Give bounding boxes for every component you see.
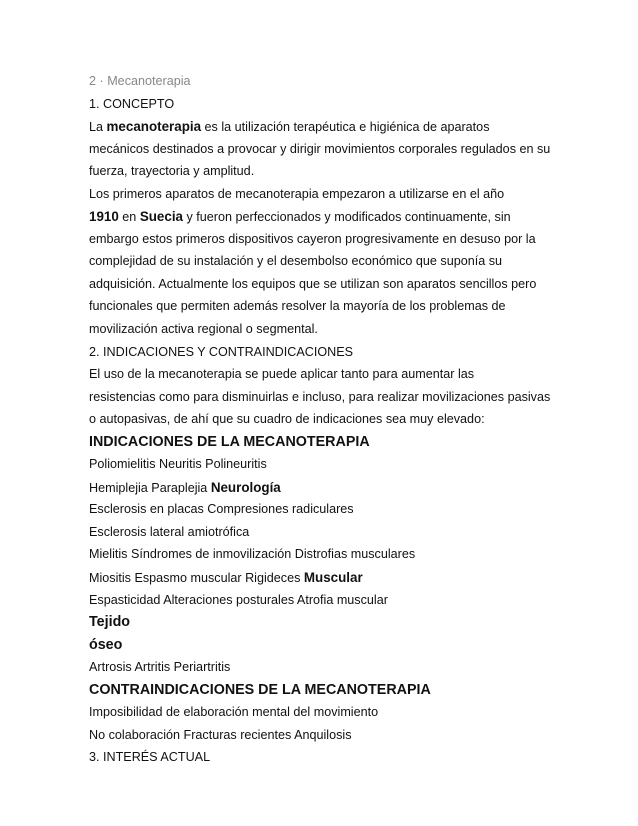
- paragraph-line: [89, 119, 609, 142]
- text-span: en: [118, 210, 140, 225]
- interes-heading: 3. INTERÉS ACTUAL: [89, 750, 211, 765]
- list-item: Esclerosis en placas Compresiones radiculares: [89, 502, 354, 517]
- paragraph-line: El uso de la mecanoterapia se puede aplicar tanto para aumentar las: [89, 367, 475, 382]
- text-span: Miositis Espasmo muscular Rigideces: [89, 571, 304, 586]
- list-item: No colaboración Fracturas recientes Anquilosis: [89, 727, 352, 742]
- section-header: 2 · Mecanoterapia: [89, 74, 191, 88]
- paragraph-line: o autopasivas, de ahí que su cuadro de indicaciones sea muy elevado:: [89, 412, 485, 427]
- category-neurologia: Neurología: [210, 479, 281, 495]
- document-body: [89, 74, 609, 773]
- list-item: [89, 570, 609, 593]
- concepto-heading: 1. CONCEPTO: [89, 96, 175, 111]
- text-span: es la utilización terapéutica e higiénica de aparatos: [201, 120, 490, 135]
- indicaciones-title: INDICACIONES DE LA MECANOTERAPIA: [89, 433, 370, 450]
- list-item: Esclerosis lateral amiotrófica: [89, 524, 250, 539]
- paragraph-line: embargo estos primeros dispositivos cayeron progresivamente en desuso por la: [89, 231, 536, 246]
- text-span: La: [89, 120, 107, 135]
- paragraph-line: funcionales que permiten además resolver la mayoría de los problemas de: [89, 299, 506, 314]
- category-tejido: Tejido: [89, 614, 131, 631]
- keyword-mecanoterapia: mecanoterapia: [106, 119, 202, 135]
- indicaciones-heading: 2. INDICACIONES Y CONTRAINDICACIONES: [89, 344, 354, 359]
- paragraph-line: complejidad de su instalación y el desembolso económico que suponía su: [89, 254, 503, 269]
- paragraph-line: movilización activa regional o segmental.: [89, 322, 318, 337]
- keyword-year: 1910: [89, 209, 119, 225]
- category-oseo: óseo: [89, 636, 123, 653]
- list-item: Poliomielitis Neuritis Polineuritis: [89, 457, 267, 472]
- keyword-country: Suecia: [139, 209, 183, 225]
- list-item: [89, 480, 609, 503]
- contraindicaciones-title: CONTRAINDICACIONES DE LA MECANOTERAPIA: [89, 681, 431, 698]
- list-item: Artrosis Artritis Periartritis: [89, 660, 231, 675]
- list-item: Mielitis Síndromes de inmovilización Distrofias musculares: [89, 547, 416, 562]
- paragraph-line: Los primeros aparatos de mecanoterapia empezaron a utilizarse en el año: [89, 186, 505, 201]
- paragraph-line: resistencias como para disminuirlas e incluso, para realizar movilizaciones pasivas: [89, 389, 551, 404]
- list-item: Imposibilidad de elaboración mental del movimiento: [89, 705, 379, 720]
- paragraph-line: adquisición. Actualmente los equipos que se utilizan son aparatos sencillos pero: [89, 276, 537, 291]
- paragraph-line: [89, 209, 609, 232]
- paragraph-line: mecánicos destinados a provocar y dirigir movimientos corporales regulados en su: [89, 141, 551, 156]
- text-span: y fueron perfeccionados y modificados continuamente, sin: [183, 210, 511, 225]
- category-muscular: Muscular: [303, 570, 363, 586]
- text-span: Hemiplejia Paraplejia: [89, 480, 211, 495]
- list-item: Espasticidad Alteraciones posturales Atrofia muscular: [89, 592, 388, 607]
- paragraph-line: fuerza, trayectoria y amplitud.: [89, 164, 255, 179]
